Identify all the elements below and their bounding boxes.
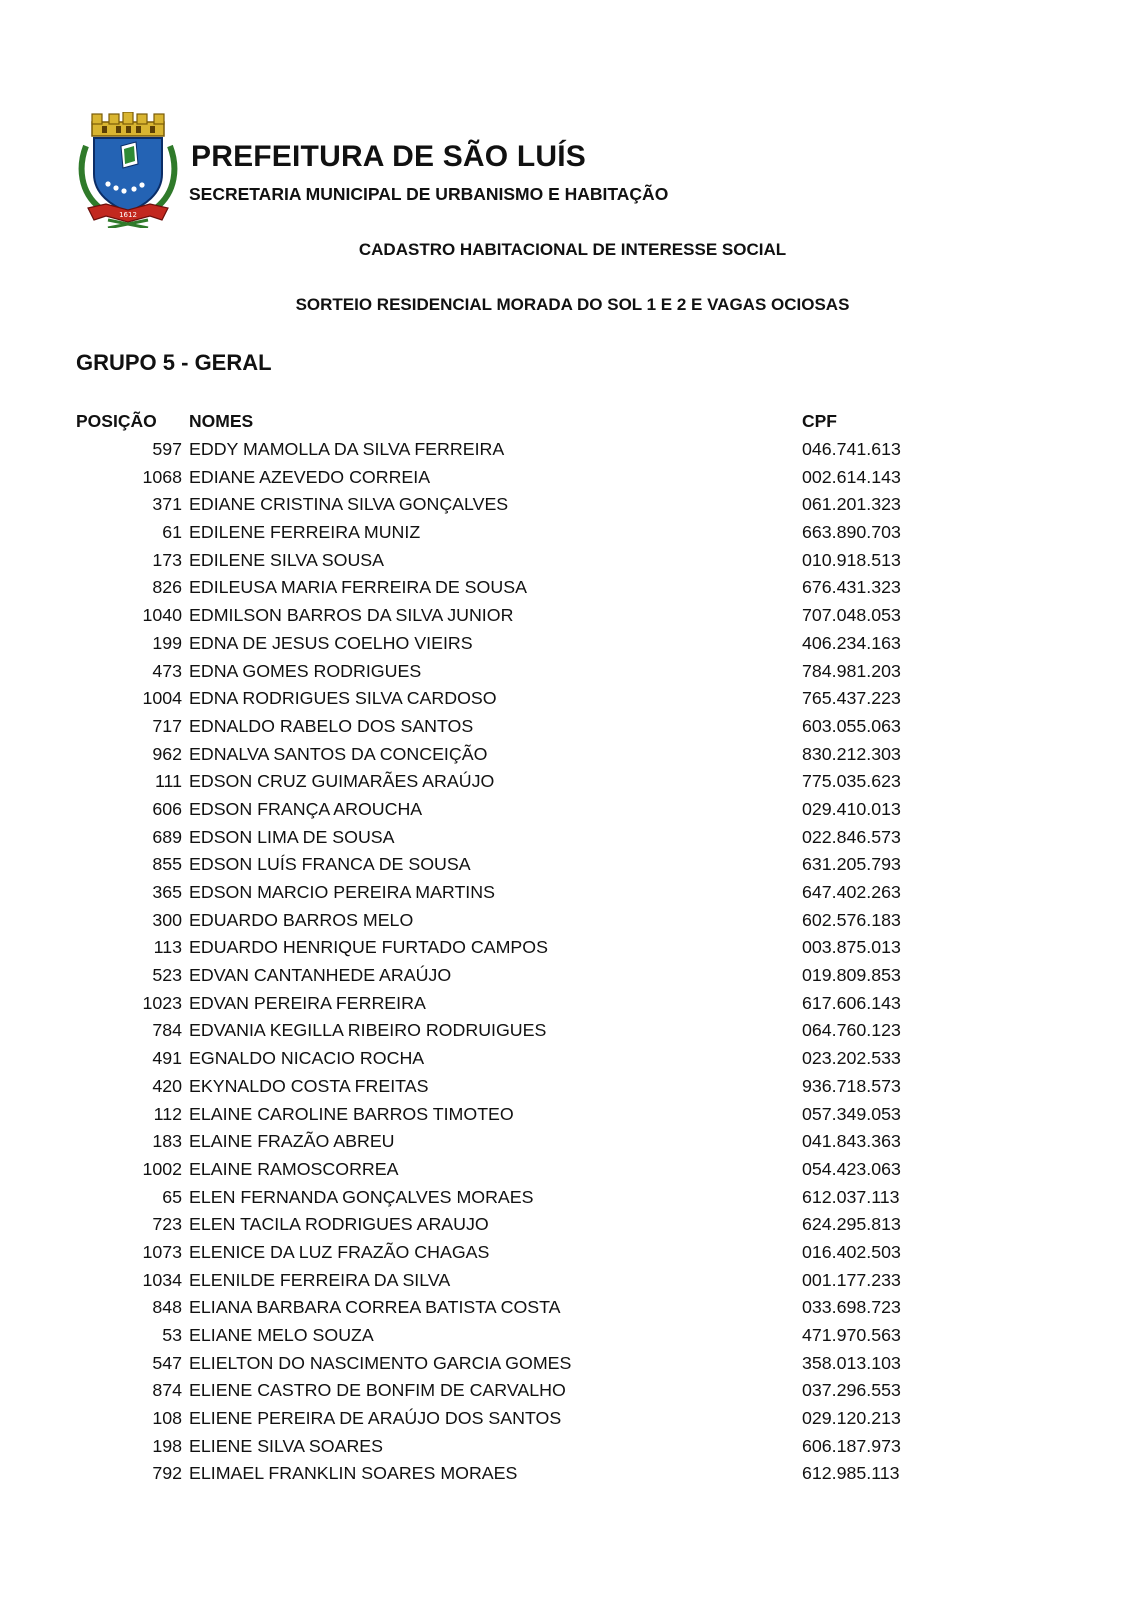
row-cpf: 624.295.813 xyxy=(802,1214,901,1235)
table-row xyxy=(0,519,1131,547)
row-position: 300 xyxy=(152,909,182,930)
row-name: EDSON CRUZ GUIMARÃES ARAÚJO xyxy=(189,771,495,792)
row-name: EDNALDO RABELO DOS SANTOS xyxy=(189,715,474,736)
table-row xyxy=(0,1433,1131,1461)
table-row xyxy=(0,685,1131,713)
row-position: 874 xyxy=(152,1380,182,1401)
sorteio-heading: SORTEIO RESIDENCIAL MORADA DO SOL 1 E 2 E VAGAS OCIOSAS xyxy=(295,295,850,314)
row-cpf: 663.890.703 xyxy=(802,522,901,543)
row-position: 1004 xyxy=(142,688,182,709)
table-row xyxy=(0,962,1131,990)
row-position: 108 xyxy=(152,1408,182,1429)
row-name: ELAINE FRAZÃO ABREU xyxy=(189,1131,395,1152)
row-position: 1073 xyxy=(142,1241,182,1262)
row-position: 1034 xyxy=(142,1269,182,1290)
column-header-name: NOMES xyxy=(189,411,254,431)
table-row xyxy=(0,630,1131,658)
table-row xyxy=(0,879,1131,907)
row-name: ELIELTON DO NASCIMENTO GARCIA GOMES xyxy=(189,1352,572,1373)
table-row xyxy=(0,713,1131,741)
table-row xyxy=(0,574,1131,602)
row-name: EDDY MAMOLLA DA SILVA FERREIRA xyxy=(189,439,505,459)
row-position: 784 xyxy=(152,1020,182,1041)
column-header-cpf: CPF xyxy=(802,411,837,431)
row-name: EDNA RODRIGUES SILVA CARDOSO xyxy=(189,688,497,709)
row-name: EDSON LUÍS FRANCA DE SOUSA xyxy=(189,854,471,875)
row-position: 371 xyxy=(152,494,182,515)
row-cpf: 765.437.223 xyxy=(802,688,901,709)
row-name: ELENILDE FERREIRA DA SILVA xyxy=(189,1269,451,1290)
table-row xyxy=(0,1073,1131,1101)
row-name: EDNALVA SANTOS DA CONCEIÇÃO xyxy=(189,743,488,764)
table-row xyxy=(0,741,1131,769)
row-cpf: 775.035.623 xyxy=(802,771,901,792)
page-title: PREFEITURA DE SÃO LUÍS xyxy=(191,140,586,173)
row-cpf: 647.402.263 xyxy=(802,882,901,902)
coat-of-arms-logo xyxy=(78,112,178,228)
row-name: ELEN TACILA RODRIGUES ARAUJO xyxy=(189,1214,489,1235)
table-row xyxy=(0,1294,1131,1322)
row-position: 826 xyxy=(152,577,182,598)
table-row xyxy=(0,1322,1131,1350)
row-cpf: 046.741.613 xyxy=(802,439,901,459)
row-name: EDSON LIMA DE SOUSA xyxy=(189,826,395,847)
row-cpf: 029.410.013 xyxy=(802,798,901,819)
row-position: 65 xyxy=(162,1186,182,1207)
secretariat-subtitle: SECRETARIA MUNICIPAL DE URBANISMO E HABITAÇÃO xyxy=(189,184,669,204)
row-cpf: 002.614.143 xyxy=(802,466,901,487)
table-row xyxy=(0,658,1131,686)
table-row xyxy=(0,464,1131,492)
row-position: 365 xyxy=(152,882,182,902)
row-position: 597 xyxy=(152,439,182,459)
group-title: GRUPO 5 - GERAL xyxy=(76,350,272,375)
row-position: 113 xyxy=(153,937,182,958)
row-position: 199 xyxy=(152,632,182,653)
row-name: EDSON FRANÇA AROUCHA xyxy=(189,798,423,819)
row-name: EDUARDO HENRIQUE FURTADO CAMPOS xyxy=(189,937,548,958)
row-position: 855 xyxy=(152,854,182,875)
table-row xyxy=(0,768,1131,796)
row-position: 173 xyxy=(152,549,182,570)
table-row xyxy=(0,934,1131,962)
row-name: EDVAN PEREIRA FERREIRA xyxy=(189,992,426,1013)
row-cpf: 003.875.013 xyxy=(802,937,901,958)
row-cpf: 029.120.213 xyxy=(802,1408,901,1429)
table-row xyxy=(0,796,1131,824)
row-cpf: 061.201.323 xyxy=(802,494,901,515)
cadastro-heading: CADASTRO HABITACIONAL DE INTERESSE SOCIAL xyxy=(358,240,787,259)
row-name: EDIANE CRISTINA SILVA GONÇALVES xyxy=(189,494,509,515)
row-name: EKYNALDO COSTA FREITAS xyxy=(189,1075,429,1096)
row-name: EDMILSON BARROS DA SILVA JUNIOR xyxy=(189,605,514,626)
row-cpf: 023.202.533 xyxy=(802,1048,901,1069)
row-cpf: 057.349.053 xyxy=(802,1103,901,1124)
row-position: 1002 xyxy=(142,1158,182,1179)
row-name: ELIENE PEREIRA DE ARAÚJO DOS SANTOS xyxy=(189,1408,562,1429)
row-position: 420 xyxy=(152,1075,182,1096)
row-cpf: 037.296.553 xyxy=(802,1380,901,1401)
table-row xyxy=(0,1460,1131,1488)
row-position: 723 xyxy=(152,1214,182,1235)
table-row xyxy=(0,907,1131,935)
row-position: 962 xyxy=(152,743,182,764)
row-name: EDNA DE JESUS COELHO VIEIRS xyxy=(189,632,473,653)
row-cpf: 471.970.563 xyxy=(802,1325,901,1345)
row-position: 183 xyxy=(152,1131,182,1152)
row-position: 491 xyxy=(152,1048,182,1069)
row-cpf: 603.055.063 xyxy=(802,715,901,736)
row-cpf: 617.606.143 xyxy=(802,992,901,1013)
row-cpf: 612.985.113 xyxy=(802,1463,900,1484)
table-row xyxy=(0,547,1131,575)
table-row xyxy=(0,1017,1131,1045)
table-row xyxy=(0,851,1131,879)
svg-text:1612: 1612 xyxy=(119,211,137,219)
row-cpf: 001.177.233 xyxy=(802,1269,901,1290)
row-name: ELIMAEL FRANKLIN SOARES MORAES xyxy=(189,1463,518,1484)
row-position: 717 xyxy=(152,715,182,736)
row-position: 792 xyxy=(152,1463,182,1484)
row-position: 1068 xyxy=(142,466,182,487)
row-name: EDILENE SILVA SOUSA xyxy=(189,549,385,570)
row-cpf: 064.760.123 xyxy=(802,1020,901,1041)
row-name: EDIANE AZEVEDO CORREIA xyxy=(189,466,431,487)
row-name: EDILEUSA MARIA FERREIRA DE SOUSA xyxy=(189,577,527,598)
row-position: 689 xyxy=(152,826,182,847)
row-name: EDUARDO BARROS MELO xyxy=(189,909,414,930)
row-position: 112 xyxy=(153,1103,182,1124)
row-cpf: 602.576.183 xyxy=(802,909,901,930)
row-name: ELIANA BARBARA CORREA BATISTA COSTA xyxy=(189,1297,561,1318)
row-cpf: 019.809.853 xyxy=(802,965,901,986)
row-cpf: 041.843.363 xyxy=(802,1131,901,1152)
table-row xyxy=(0,1267,1131,1295)
row-position: 606 xyxy=(152,798,182,819)
table-row xyxy=(0,491,1131,519)
row-position: 848 xyxy=(152,1297,182,1318)
row-position: 547 xyxy=(152,1352,182,1373)
row-cpf: 054.423.063 xyxy=(802,1158,901,1179)
row-cpf: 016.402.503 xyxy=(802,1241,901,1262)
table-row xyxy=(0,1101,1131,1129)
row-cpf: 707.048.053 xyxy=(802,605,901,626)
row-position: 523 xyxy=(152,965,182,986)
row-position: 1023 xyxy=(142,992,182,1013)
table-row xyxy=(0,436,1131,464)
row-cpf: 631.205.793 xyxy=(802,854,901,875)
table-row xyxy=(0,1405,1131,1433)
row-name: EDNA GOMES RODRIGUES xyxy=(189,660,422,681)
row-cpf: 358.013.103 xyxy=(802,1352,901,1373)
row-cpf: 612.037.113 xyxy=(802,1186,900,1207)
row-cpf: 676.431.323 xyxy=(802,577,901,598)
table-row xyxy=(0,1156,1131,1184)
table-row xyxy=(0,1184,1131,1212)
row-cpf: 830.212.303 xyxy=(802,743,901,764)
row-name: EGNALDO NICACIO ROCHA xyxy=(189,1048,425,1069)
table-row xyxy=(0,1377,1131,1405)
row-name: EDVAN CANTANHEDE ARAÚJO xyxy=(189,965,452,986)
row-cpf: 033.698.723 xyxy=(802,1297,901,1318)
row-name: ELAINE CAROLINE BARROS TIMOTEO xyxy=(189,1103,514,1124)
table-row xyxy=(0,1211,1131,1239)
table-row xyxy=(0,1350,1131,1378)
row-position: 1040 xyxy=(142,605,182,626)
table-row xyxy=(0,1128,1131,1156)
table-row xyxy=(0,1239,1131,1267)
row-name: EDVANIA KEGILLA RIBEIRO RODRUIGUES xyxy=(189,1020,547,1041)
row-name: ELENICE DA LUZ FRAZÃO CHAGAS xyxy=(189,1241,490,1262)
row-name: EDSON MARCIO PEREIRA MARTINS xyxy=(189,882,495,902)
row-name: ELAINE RAMOSCORREA xyxy=(189,1158,399,1179)
row-cpf: 936.718.573 xyxy=(802,1075,901,1096)
table-row xyxy=(0,990,1131,1018)
row-cpf: 406.234.163 xyxy=(802,632,901,653)
row-position: 111 xyxy=(154,771,182,792)
row-name: ELEN FERNANDA GONÇALVES MORAES xyxy=(189,1186,534,1207)
row-cpf: 784.981.203 xyxy=(802,660,901,681)
column-header-position: POSIÇÃO xyxy=(76,411,157,431)
table-row xyxy=(0,1045,1131,1073)
results-table xyxy=(0,436,1131,1488)
row-cpf: 606.187.973 xyxy=(802,1435,901,1456)
table-row xyxy=(0,602,1131,630)
row-name: ELIENE SILVA SOARES xyxy=(189,1435,384,1456)
row-position: 473 xyxy=(152,660,182,681)
row-name: ELIANE MELO SOUZA xyxy=(189,1325,374,1345)
row-cpf: 022.846.573 xyxy=(802,826,901,847)
row-position: 53 xyxy=(162,1325,182,1345)
row-name: EDILENE FERREIRA MUNIZ xyxy=(189,522,421,543)
row-cpf: 010.918.513 xyxy=(802,549,901,570)
row-name: ELIENE CASTRO DE BONFIM DE CARVALHO xyxy=(189,1380,566,1401)
row-position: 198 xyxy=(152,1435,182,1456)
row-position: 61 xyxy=(162,522,182,543)
table-row xyxy=(0,824,1131,852)
crown-icon xyxy=(92,112,164,136)
